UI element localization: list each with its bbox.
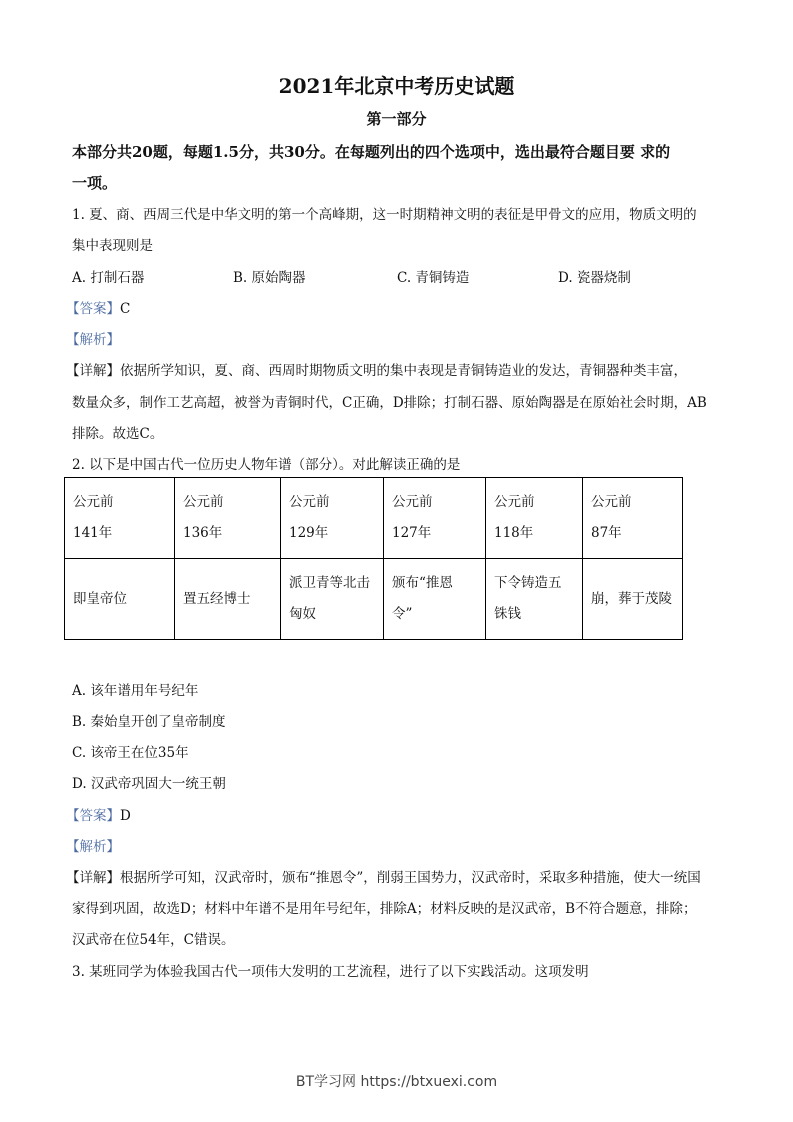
q3-stem: 3. 某班同学为体验我国古代一项伟大发明的工艺流程，进行了以下实践活动。这项发明 <box>72 964 589 980</box>
q2-detail-cont: 家得到巩固，故选D；材料中年谱不是用年号纪年，排除A；材料反映的是汉武帝，B不符合题意，排除； <box>72 901 697 917</box>
q1-analysis-label: 【解析】 <box>66 332 120 348</box>
table-cell <box>384 478 486 559</box>
q2-stem: 2. 以下是中国古代一位历史人物年谱（部分）。对此解读正确的是 <box>72 457 461 473</box>
cell-text: 136年 <box>183 525 223 541</box>
table-cell <box>65 559 175 640</box>
q1-option-b: B. 原始陶器 <box>233 270 306 286</box>
cell-text: 127年 <box>392 525 432 541</box>
q1-stem-cont: 集中表现则是 <box>72 238 153 254</box>
q2-detail <box>66 866 701 886</box>
q2-answer <box>66 804 131 824</box>
q2-option-c: C. 该帝王在位35年 <box>72 745 189 761</box>
table-cell <box>175 559 281 640</box>
detail-text: 依据所学知识，夏、商、西周时期物质文明的集中表现是青铜铸造业的发达，青铜器种类丰富， <box>120 363 687 379</box>
q2-option-b: B. 秦始皇开创了皇帝制度 <box>72 714 226 730</box>
table-cell <box>281 559 384 640</box>
cell-text: 118年 <box>494 525 534 541</box>
cell-text: 颁布“推恩 <box>392 575 453 591</box>
cell-text: 崩，葬于茂陵 <box>591 590 672 607</box>
q1-answer <box>66 297 130 317</box>
cell-text: 公元前 <box>494 494 535 510</box>
chronology-table <box>64 477 683 640</box>
answer-value: D <box>120 808 131 824</box>
q1-detail <box>66 359 687 379</box>
page-title: 2021年北京中考历史试题 <box>278 74 515 98</box>
q1-option-a: A. 打制石器 <box>72 270 145 286</box>
section-heading: 第一部分 <box>366 110 427 128</box>
detail-text: 根据所学可知，汉武帝时，颁布“推恩令”，削弱王国势力，汉武帝时，采取多种措施，使大一统国 <box>120 870 701 886</box>
cell-text: 公元前 <box>591 494 632 510</box>
table-row-years <box>65 478 683 559</box>
table-cell <box>486 559 583 640</box>
cell-text: 87年 <box>591 525 622 541</box>
cell-text: 公元前 <box>392 494 433 510</box>
footer-watermark: BT学习网 https://btxuexi.com <box>295 1074 498 1090</box>
q1-detail-cont: 数量众多，制作工艺高超，被誉为青铜时代，C正确，D排除；打制石器、原始陶器是在原始社会时期，AB <box>72 395 707 411</box>
table-row-events <box>65 559 683 640</box>
cell-text: 公元前 <box>73 494 114 510</box>
cell-text: 匈奴 <box>289 606 316 622</box>
q1-option-c: C. 青铜铸造 <box>397 270 470 286</box>
detail-label: 【详解】 <box>66 363 120 379</box>
cell-text: 令” <box>392 606 413 622</box>
table-cell <box>281 478 384 559</box>
cell-text: 派卫青等北击 <box>289 575 370 591</box>
answer-label: 【答案】 <box>66 301 120 317</box>
cell-text: 置五经博士 <box>183 590 251 607</box>
table-cell <box>583 478 683 559</box>
detail-label: 【详解】 <box>66 870 120 886</box>
table-cell <box>583 559 683 640</box>
answer-value: C <box>120 301 131 317</box>
instructions-cont: 一项。 <box>72 174 118 192</box>
q2-analysis-label: 【解析】 <box>66 839 120 855</box>
q2-option-a: A. 该年谱用年号纪年 <box>72 683 199 699</box>
cell-text: 铢钱 <box>494 606 521 622</box>
cell-text: 公元前 <box>289 494 330 510</box>
q2-detail-end: 汉武帝在位54年，C错误。 <box>72 932 235 948</box>
q1-stem: 1. 夏、商、西周三代是中华文明的第一个高峰期，这一时期精神文明的表征是甲骨文的应用，物质文明的 <box>72 207 697 223</box>
cell-text: 下令铸造五 <box>494 575 562 591</box>
q1-detail-end: 排除。故选C。 <box>72 426 164 442</box>
table-cell <box>175 478 281 559</box>
table-cell <box>486 478 583 559</box>
cell-text: 公元前 <box>183 494 224 510</box>
cell-text: 141年 <box>73 525 113 541</box>
cell-text: 129年 <box>289 525 329 541</box>
instructions: 本部分共20题，每题1.5分，共30分。在每题列出的四个选项中，选出最符合题目要 求的 <box>72 143 671 161</box>
answer-label: 【答案】 <box>66 808 120 824</box>
cell-text: 即皇帝位 <box>73 590 127 607</box>
q2-option-d: D. 汉武帝巩固大一统王朝 <box>72 776 226 792</box>
q1-option-d: D. 瓷器烧制 <box>558 270 631 286</box>
table-cell <box>65 478 175 559</box>
table-cell <box>384 559 486 640</box>
